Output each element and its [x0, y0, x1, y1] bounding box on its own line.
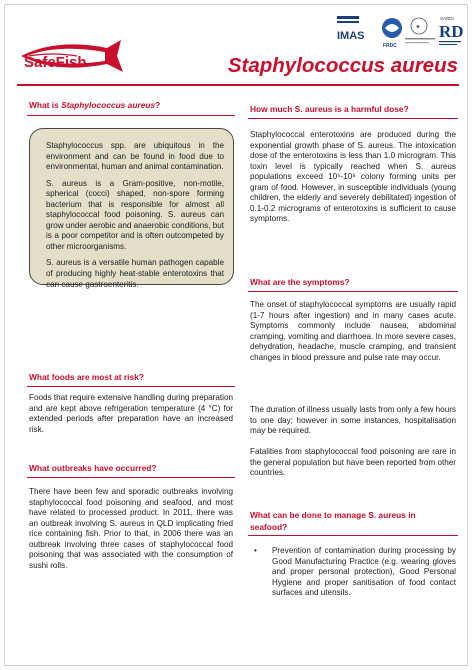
fish-icon [17, 34, 127, 84]
what-is-para-1: Staphylococcus spp. are ubiquitous in the environment and can be found in food due to environmental, human and animal contamination. [46, 141, 224, 172]
manage-bullet-list [254, 546, 456, 599]
brand-name: SafeFish [24, 54, 87, 71]
heading-outbreaks: What outbreaks have occurred? [29, 463, 157, 473]
harmful-dose-text: Staphylococcal enterotoxins are produced during the exponential growth phase of S. aureus. The intoxication dose of the enterotoxins is less than 1.0 microgram. This toxin level is typically reached when S. aureus populations exceed 10⁵-10⁸ colony forming units per gram of food. However, in susceptible individuals (young children, the elderly and severely debilitated) ingestion of 0.1-0.2 micrograms of enterotoxins is sufficient to cause symptoms. [250, 130, 456, 224]
heading-harmful-dose: How much S. aureus is a harmful dose? [250, 104, 409, 114]
partner-sardi: SARDI [440, 16, 454, 21]
info-box [29, 128, 234, 289]
rule-harmful-dose [248, 118, 458, 119]
symptoms-para-3: Fatalities from staphylococcal food poisoning are rare in the general population but have been reported from other countries. [250, 447, 456, 478]
rule-foods-at-risk [27, 386, 235, 387]
svg-text:RD: RD [439, 22, 464, 41]
foods-at-risk-text: Foods that require extensive handling during preparation and are kept above refrigeration temperature (4 °C) for extended periods after preparation have an increased risk. [29, 393, 233, 434]
heading-what-is: What is Staphylococcus aureus? [29, 100, 161, 110]
page-title: Staphylococcus aureus [227, 54, 458, 77]
rule-manage [248, 535, 458, 536]
title-rule [17, 84, 459, 86]
outbreaks-text: There have been few and sporadic outbreaks involving staphylococcal food poisoning and seafood, and most have related to processed product. In 2011, there was an outbreak involving S. aureus in QLD implicating fried rice containing fish. Prior to that, in 2006 there was an outbreak involving three cases of staphylococcal food poisoning that was associated with the consumption of sushi rolls. [29, 487, 233, 570]
heading-manage: What can be done to manage S. aureus in seafood? [250, 510, 416, 532]
bullet-icon: • [254, 546, 257, 555]
what-is-para-2: S. aureus is a Gram-positive, non-motile, spherical (cocci) shaped, non-spore forming bacterium that is responsible for almost all staphylococcal food poisoning. S. aureus can grow under aerobic and anaerobic conditions, but is a poor competitor and is often outcompeted by other microorganisms. [46, 178, 224, 251]
svg-text:✦: ✦ [415, 24, 421, 31]
partner-frdc: FRDC [383, 43, 397, 49]
partner-imas: IMAS [337, 30, 365, 42]
symptoms-para-2: The duration of illness usually lasts from only a few hours to one day; however in some instances, hospitalisation may be required. [250, 405, 456, 436]
rule-symptoms [248, 291, 458, 292]
heading-foods-at-risk: What foods are most at risk? [29, 372, 144, 382]
rule-outbreaks [27, 477, 235, 478]
partner-logos [335, 12, 465, 50]
what-is-para-3: S. aureus is a versatile human pathogen capable of producing highly heat-stable enterotoxins that can cause gastroenteritis. [46, 258, 224, 289]
symptoms-para-1: The onset of staphylococcal symptoms are usually rapid (1-7 hours after ingestion) and in many cases acute. Symptoms commonly include nausea, abdominal cramping, vomiting and diarrhoea. In more severe cases, dehydration, headache, muscle cramping, and transient changes in blood pressure and pulse rate may occur. [250, 300, 456, 362]
safefish-logo [17, 34, 127, 84]
heading-symptoms: What are the symptoms? [250, 277, 350, 287]
rule-what-is [27, 115, 235, 116]
list-item: • Prevention of contamination during processing by Good Manufacturing Practice (e.g. wearing gloves and proper personal protection), Good Personal Hygiene and proper sanitisation of food contact surfaces and utensils. [254, 546, 456, 598]
